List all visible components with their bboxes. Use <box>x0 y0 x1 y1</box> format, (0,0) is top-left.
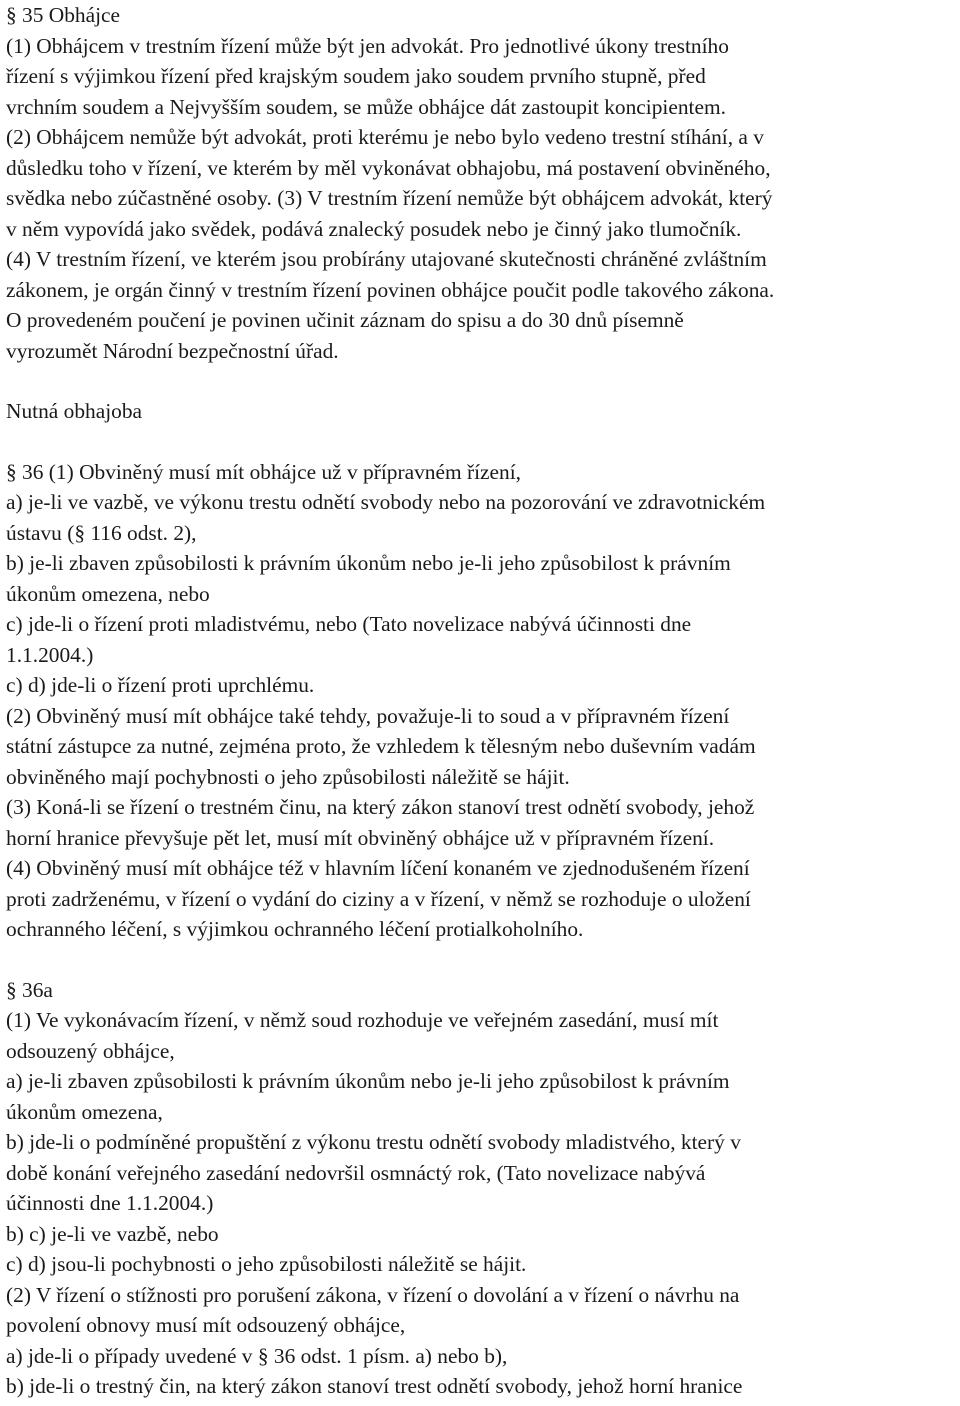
text-line: (4) V trestním řízení, ve kterém jsou probírány utajované skutečnosti chráněné zvláštním <box>6 247 767 271</box>
nutna-obhajoba-heading: Nutná obhajoba <box>6 399 143 423</box>
text-line: odsouzený obhájce, <box>6 1038 175 1063</box>
text-line: (1) Obhájcem v trestním řízení může být jen advokát. Pro jednotlivé úkony trestního <box>6 33 729 58</box>
text-line: obviněného mají pochybnosti o jeho způsobilosti náležitě se hájit. <box>6 764 570 789</box>
paragraph-gap <box>6 945 960 975</box>
text-line: vrchním soudem a Nejvyšším soudem, se může obhájce dát zastoupit koncipientem. <box>6 94 726 119</box>
text-line: svědka nebo zúčastněné osoby. (3) V trestním řízení nemůže být obhájcem advokát, který <box>6 186 773 210</box>
text-line: c) d) jsou-li pochybnosti o jeho způsobilosti náležitě se hájit. <box>6 1252 527 1276</box>
text-line: (3) Koná-li se řízení o trestném činu, na který zákon stanoví trest odnětí svobody, jehož <box>6 795 755 819</box>
text-line: a) jde-li o případy uvedené v § 36 odst. 1 písm. a) nebo b), <box>6 1343 508 1368</box>
text-line: b) je-li zbaven způsobilosti k právním úkonům nebo je-li jeho způsobilost k právním <box>6 551 731 575</box>
paragraph-gap <box>6 427 960 457</box>
text-line: ústavu (§ 116 odst. 2), <box>6 520 197 545</box>
text-line: b) jde-li o podmíněné propuštění z výkonu trestu odnětí svobody mladistvého, který v <box>6 1130 741 1154</box>
text-line: b) jde-li o trestný čin, na který zákon stanoví trest odnětí svobody, jehož horní hranice <box>6 1374 743 1398</box>
section-35-heading: § 35 Obhájce <box>6 3 121 27</box>
text-line: (2) Obhájcem nemůže být advokát, proti kterému je nebo bylo vedeno trestní stíhání, a v <box>6 125 764 149</box>
text-line: úkonům omezena, <box>6 1099 163 1124</box>
text-line: (2) V řízení o stížnosti pro porušení zákona, v řízení o dovolání a v řízení o návrhu na <box>6 1282 740 1307</box>
text-line: 1.1.2004.) <box>6 642 94 667</box>
text-line: úkonům omezena, nebo <box>6 581 210 606</box>
section-35-body <box>6 31 960 367</box>
text-line: vyrozumět Národní bezpečnostní úřad. <box>6 338 339 363</box>
text-line: a) je-li ve vazbě, ve výkonu trestu odnětí svobody nebo na pozorování ve zdravotnickém <box>6 490 766 514</box>
text-line: c) jde-li o řízení proti mladistvému, nebo (Tato novelizace nabývá účinnosti dne <box>6 612 692 636</box>
text-line: (1) Ve vykonávacím řízení, v němž soud rozhoduje ve veřejném zasedání, musí mít <box>6 1008 719 1032</box>
text-line: v něm vypovídá jako svědek, podává znalecký posudek nebo je činný jako tlumočník. <box>6 216 742 241</box>
text-line: řízení s výjimkou řízení před krajským soudem jako soudem prvního stupně, před <box>6 64 706 88</box>
text-line: horní hranice převyšuje pět let, musí mít obviněný obhájce už v přípravném řízení. <box>6 825 715 850</box>
text-line: účinnosti dne 1.1.2004.) <box>6 1191 214 1215</box>
text-line: státní zástupce za nutné, zejména proto, že vzhledem k tělesným nebo duševním vadám <box>6 734 756 758</box>
text-line: ochranného léčení, s výjimkou ochranného léčení protialkoholního. <box>6 917 584 941</box>
section-36a-body <box>6 1005 960 1402</box>
text-line: době konání veřejného zasedání nedovršil osmnáctý rok, (Tato novelizace nabývá <box>6 1160 706 1185</box>
text-line: b) c) je-li ve vazbě, nebo <box>6 1221 219 1246</box>
text-line: § 36 (1) Obviněný musí mít obhájce už v přípravném řízení, <box>6 459 522 484</box>
paragraph-gap <box>6 366 960 396</box>
section-36a-heading: § 36a <box>6 977 53 1002</box>
text-line: povolení obnovy musí mít odsouzený obhájce, <box>6 1313 406 1337</box>
text-line: proti zadrženému, v řízení o vydání do ciziny a v řízení, v němž se rozhoduje o uložení <box>6 886 751 911</box>
section-36-body <box>6 457 960 945</box>
text-line: (4) Obviněný musí mít obhájce též v hlavním líčení konaném ve zjednodušeném řízení <box>6 856 750 880</box>
text-line: (2) Obviněný musí mít obhájce také tehdy, považuje-li to soud a v přípravném řízení <box>6 703 730 728</box>
text-line: O provedeném poučení je povinen učinit záznam do spisu a do 30 dnů písemně <box>6 308 684 332</box>
text-line: zákonem, je orgán činný v trestním řízení povinen obhájce poučit podle takového zákona. <box>6 277 775 302</box>
text-line: důsledku toho v řízení, ve kterém by měl vykonávat obhajobu, má postavení obviněného, <box>6 155 771 180</box>
text-line: a) je-li zbaven způsobilosti k právním úkonům nebo je-li jeho způsobilost k právním <box>6 1069 730 1093</box>
text-line: c) d) jde-li o řízení proti uprchlému. <box>6 673 315 697</box>
